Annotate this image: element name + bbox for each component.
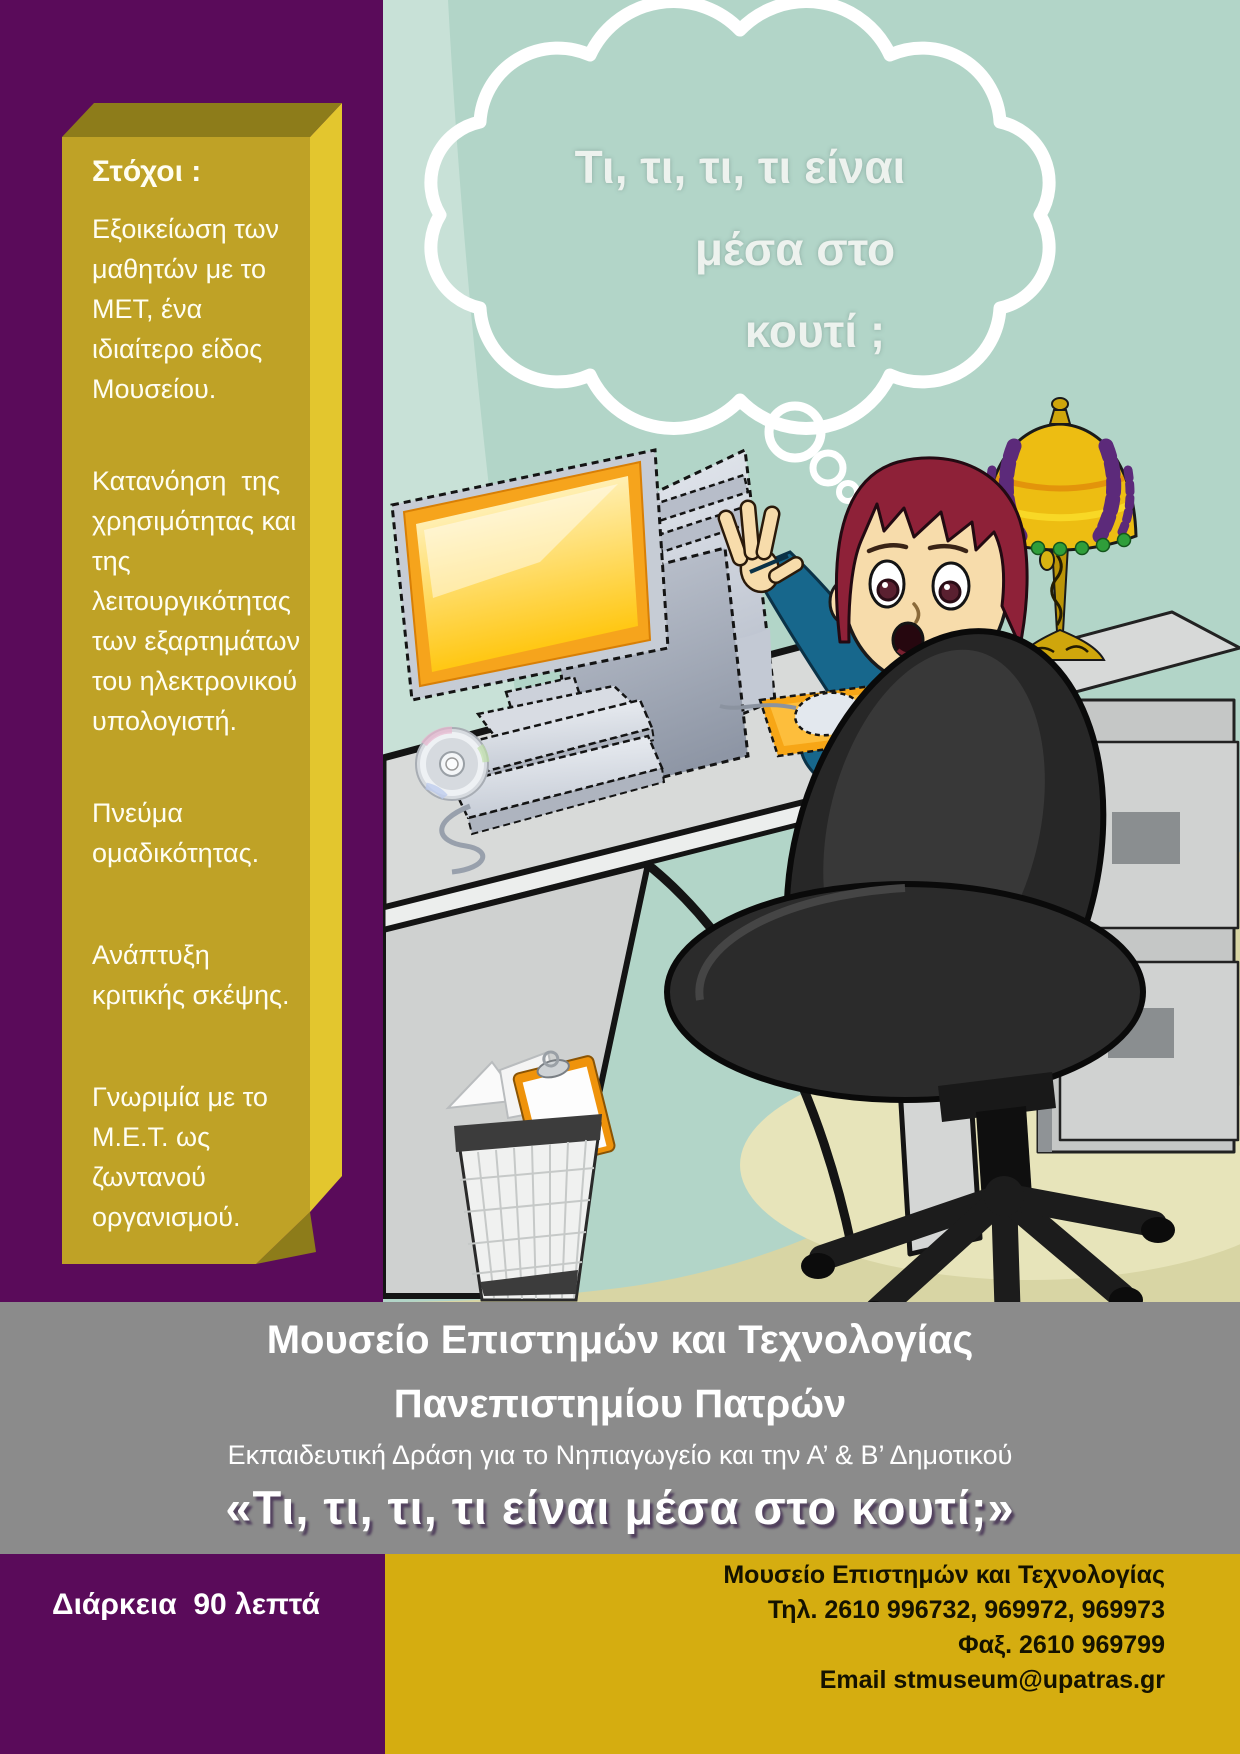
contact-phone: Τηλ. 2610 996732, 969972, 969973 bbox=[767, 1596, 1165, 1624]
bubble-text-line2: μέσα στο bbox=[694, 223, 896, 275]
goal-item: Ανάπτυξη κριτικής σκέψης. bbox=[92, 939, 290, 1010]
activity-title: «Τι, τι, τι, τι είναι μέσα στο κουτί;» bbox=[225, 1481, 1015, 1534]
footer-gold-block bbox=[385, 1554, 1240, 1754]
footer-purple-block bbox=[0, 1554, 385, 1754]
footer bbox=[0, 1554, 1240, 1754]
cd-disc bbox=[416, 728, 488, 800]
goal-item: Γνωριμία με το Μ.Ε.Τ. ως ζωντανού οργανισμού. bbox=[92, 1081, 276, 1232]
contact-name: Μουσείο Επιστημών και Τεχνολογίας bbox=[723, 1561, 1165, 1589]
goals-title: Στόχοι : bbox=[92, 155, 202, 188]
museum-banner bbox=[0, 1302, 1240, 1554]
museum-name-line1: Μουσείο Επιστημών και Τεχνολογίας bbox=[266, 1318, 974, 1362]
activity-subtitle: Εκπαιδευτική Δράση για το Νηπιαγωγείο και την Α’ & Β’ Δημοτικού bbox=[227, 1440, 1013, 1470]
bubble-text-line1: Τι, τι, τι, τι είναι bbox=[574, 141, 906, 193]
contact-block bbox=[723, 1558, 1165, 1698]
goal-item: Πνεύμα ομαδικότητας. bbox=[92, 797, 260, 868]
duration-label: Διάρκεια 90 λεπτά bbox=[52, 1588, 320, 1621]
goals-panel bbox=[92, 150, 308, 1289]
bubble-text-line3: κουτί ; bbox=[744, 305, 886, 357]
contact-email: Email stmuseum@upatras.gr bbox=[819, 1666, 1165, 1694]
goal-item: Εξοικείωση των μαθητών με το ΜΕΤ, ένα ιδιαίτερο είδος Μουσείου. bbox=[92, 214, 287, 405]
contact-fax: Φαξ. 2610 969799 bbox=[958, 1631, 1165, 1659]
museum-name-line2: Πανεπιστημίου Πατρών bbox=[393, 1382, 847, 1426]
goal-item: Κατανόηση της χρησιμότητας και της λειτουργικότητας των εξαρτημάτων του ηλεκτρονικού υπολογιστή. bbox=[92, 466, 308, 736]
